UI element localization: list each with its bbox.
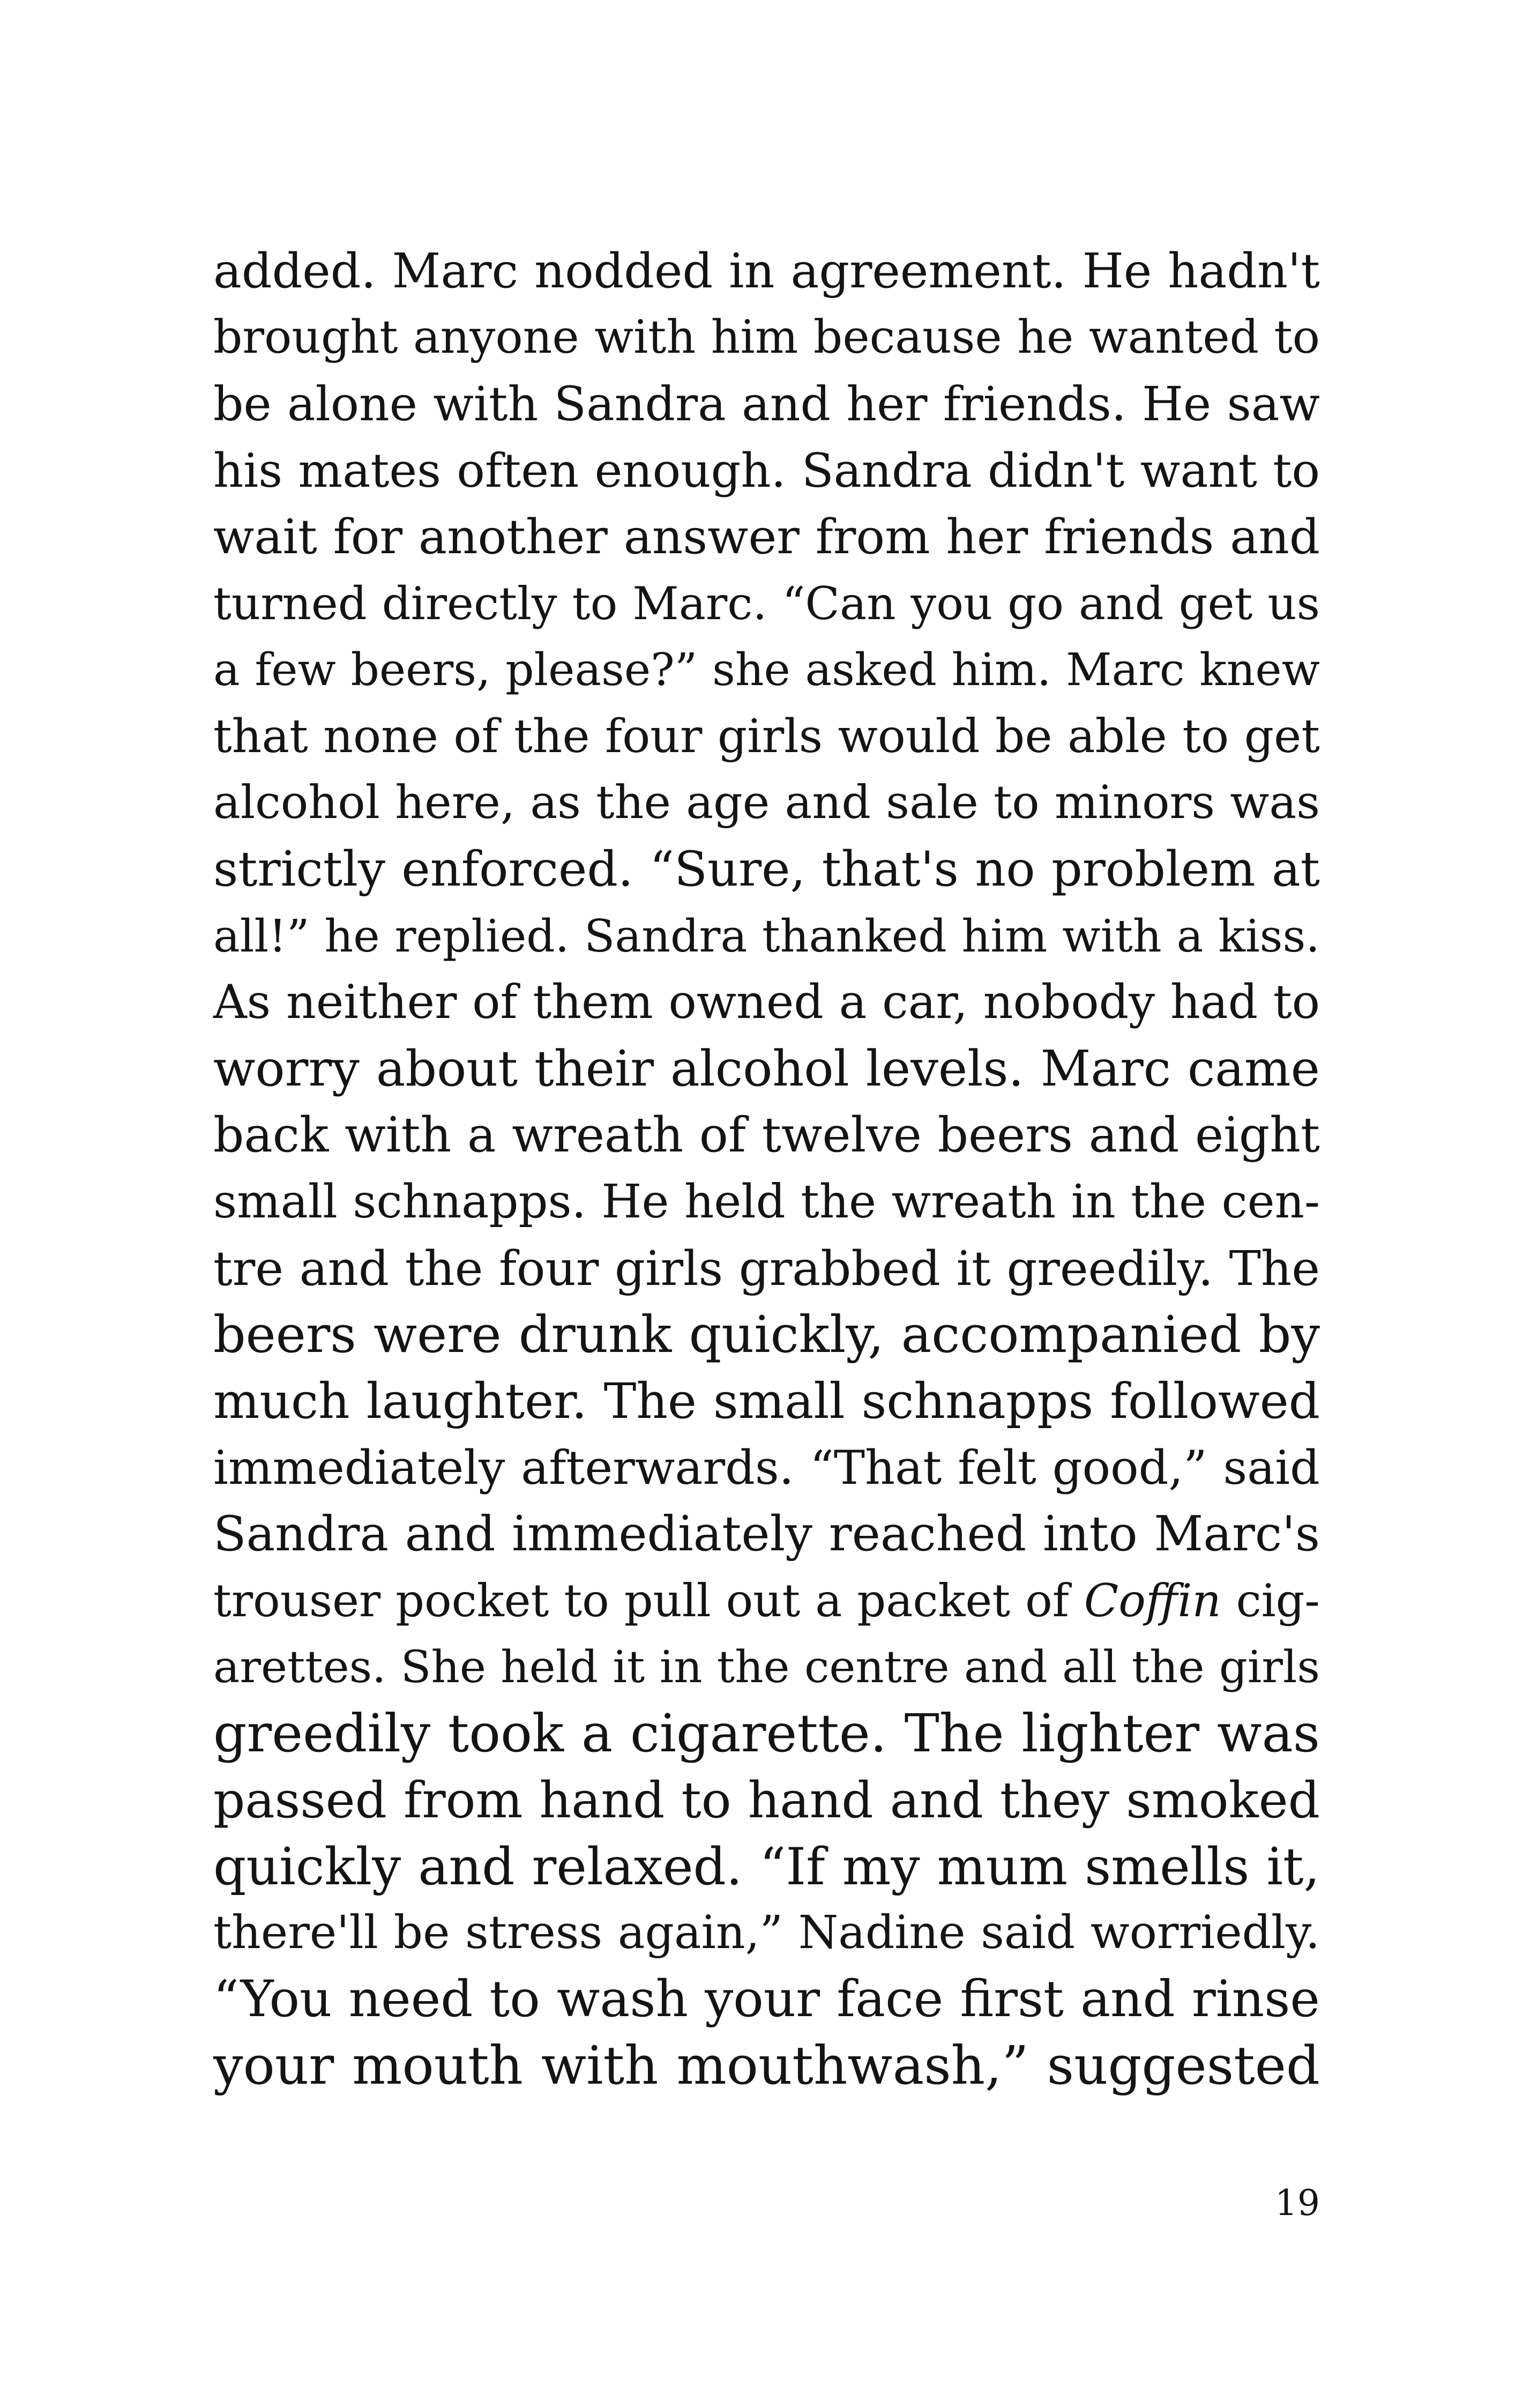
text-segment: trouser pocket to pull out a packet of <box>213 1574 1084 1627</box>
text-line: all!” he replied. Sandra thanked him with a kiss. <box>213 910 1320 962</box>
text-line: strictly enforced. “Sure, that's no problem at <box>213 841 1320 897</box>
page-number: 19 <box>1275 2182 1320 2224</box>
text-line: arettes. She held it in the centre and all the girls <box>213 1641 1320 1693</box>
text-line: added. Marc nodded in agreement. He hadn't <box>213 243 1320 299</box>
text-line: quickly and relaxed. “If my mum smells it, <box>213 1837 1320 1897</box>
text-line: beers were drunk quickly, accompanied by <box>213 1305 1320 1364</box>
text-line: alcohol here, as the age and sale to minors was <box>213 776 1320 829</box>
text-line: As neither of them owned a car, nobody had to <box>213 975 1320 1029</box>
text-line: small schnapps. He held the wreath in the cen- <box>213 1175 1320 1229</box>
text-line: “You need to wash your face first and rinse <box>213 1970 1320 2028</box>
italic-brand-name: Coffin <box>1084 1574 1221 1627</box>
text-line: wait for another answer from her friends and <box>213 509 1320 565</box>
text-line: worry about their alcohol levels. Marc came <box>213 1040 1320 1097</box>
text-line-with-italic <box>213 1567 1320 1634</box>
text-line: turned directly to Marc. “Can you go and get us <box>213 577 1320 630</box>
text-line: your mouth with mouthwash,” suggested <box>213 2035 1320 2097</box>
text-segment: cig- <box>1221 1574 1320 1627</box>
text-line: be alone with Sandra and her friends. He saw <box>213 376 1320 432</box>
text-line: immediately afterwards. “That felt good,” said <box>213 1440 1320 1495</box>
text-line: a few beers, please?” she asked him. Marc knew <box>213 644 1320 696</box>
text-line: there'll be stress again,” Nadine said worriedly. <box>213 1906 1320 1959</box>
text-line: tre and the four girls grabbed it greedily. The <box>213 1240 1320 1296</box>
text-line: greedily took a cigarette. The lighter was <box>213 1703 1320 1764</box>
text-line: much laughter. The small schnapps followed <box>213 1373 1320 1430</box>
text-line: his mates often enough. Sandra didn't want to <box>213 443 1320 498</box>
text-line: back with a wreath of twelve beers and eight <box>213 1108 1320 1163</box>
text-line: Sandra and immediately reached into Marc's <box>213 1506 1320 1562</box>
text-line: brought anyone with him because he wanted to <box>213 311 1320 364</box>
text-line: passed from hand to hand and they smoked <box>213 1771 1320 1829</box>
body-text <box>213 238 1320 2099</box>
text-line: that none of the four girls would be able to get <box>213 710 1320 763</box>
